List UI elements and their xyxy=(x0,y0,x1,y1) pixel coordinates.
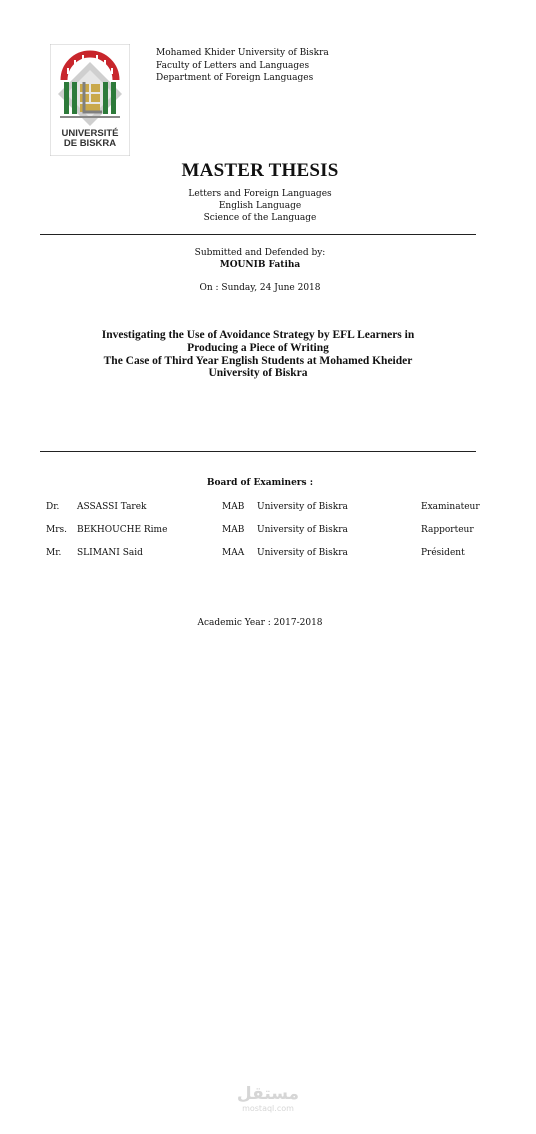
examiner-title: Mrs. xyxy=(46,525,67,535)
examiner-role: Examinateur xyxy=(421,502,480,512)
examiner-title: Mr. xyxy=(46,548,62,558)
thesis-title-line: University of Biskra xyxy=(208,367,308,380)
field-line: Letters and Foreign Languages xyxy=(188,189,332,199)
department-name: Department of Foreign Languages xyxy=(156,73,314,83)
watermark-arabic: مستقل xyxy=(236,1084,300,1104)
examiner-university: University of Biskra xyxy=(257,548,348,558)
logo-text-line1: UNIVERSITÉ xyxy=(61,128,119,139)
examiner-name: SLIMANI Said xyxy=(77,548,143,558)
thesis-title-line: Investigating the Use of Avoidance Strategy by EFL Learners in xyxy=(101,329,415,341)
watermark-latin: mostaql.com xyxy=(242,1104,294,1113)
field-line: English Language xyxy=(218,201,302,212)
logo-text-line2: DE BISKRA xyxy=(63,138,117,149)
faculty-name: Faculty of Letters and Languages xyxy=(156,60,310,71)
institution-header xyxy=(156,47,329,85)
examiner-rank: MAB xyxy=(222,525,245,535)
board-title: Board of Examiners : xyxy=(206,478,314,488)
examiner-university: University of Biskra xyxy=(257,502,348,512)
examiner-name: ASSASSI Tarek xyxy=(77,502,147,512)
examiner-role: Rapporteur xyxy=(421,525,474,535)
defense-date: On : Sunday, 24 June 2018 xyxy=(199,283,321,293)
divider-bottom xyxy=(40,451,476,452)
examiner-rank: MAA xyxy=(222,548,245,558)
submitted-label: Submitted and Defended by: xyxy=(194,248,326,258)
examiner-row xyxy=(0,525,536,539)
examiner-university: University of Biskra xyxy=(257,525,348,535)
page-title: MASTER THESIS xyxy=(181,160,339,181)
examiner-row xyxy=(0,548,536,562)
mostaql-watermark xyxy=(228,1081,308,1115)
university-name: Mohamed Khider University of Biskra xyxy=(156,48,329,58)
thesis-title-line: Producing a Piece of Writing xyxy=(187,341,329,354)
examiner-rank: MAB xyxy=(222,502,245,512)
examiner-title: Dr. xyxy=(46,502,60,512)
university-logo xyxy=(50,44,130,156)
author-name: MOUNIB Fatiha xyxy=(219,260,301,270)
academic-year: Academic Year : 2017-2018 xyxy=(197,618,323,628)
field-line: Science of the Language xyxy=(203,213,317,224)
examiner-role: Président xyxy=(421,548,465,558)
divider-top xyxy=(40,234,476,235)
field-of-study xyxy=(0,188,520,225)
examiner-name: BEKHOUCHE Rime xyxy=(77,525,168,535)
thesis-title-line: The Case of Third Year English Students at Mohamed Kheider xyxy=(103,354,413,367)
thesis-title xyxy=(40,329,476,380)
examiner-row xyxy=(0,502,536,516)
